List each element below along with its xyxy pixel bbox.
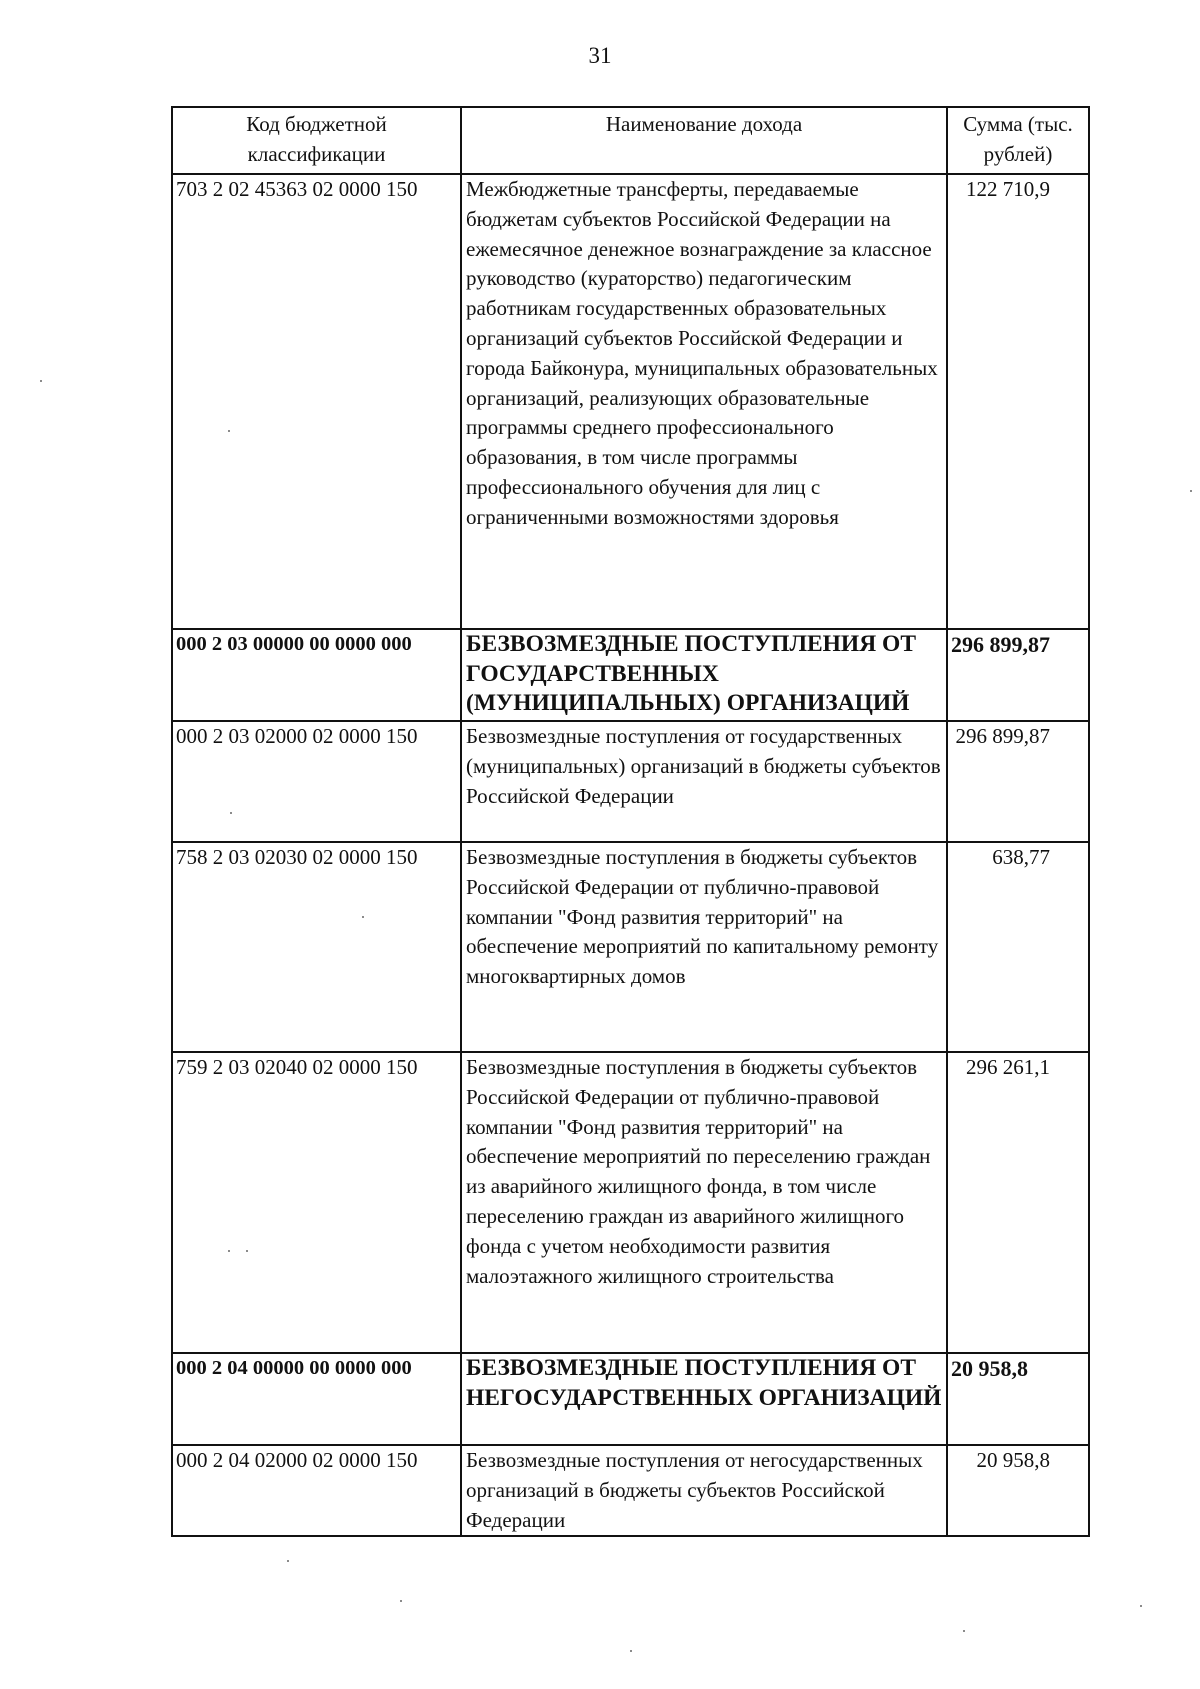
budget-income-table bbox=[171, 106, 1090, 1537]
row-name: Межбюджетные трансферты, передаваемые бюджетам субъектов Российской Федерации на ежемесячное денежное вознаграждение за классное руководство (кураторство) педагогическим работникам государственных образовательных организаций субъектов Российской Федерации и города Байконура, муниципальных образовательных организаций, реализующих образовательные программы среднего профессионального образования, в том числе программы профессионального обучения для лиц с ограниченными возможностями здоровья bbox=[461, 174, 947, 629]
scan-speck bbox=[630, 1650, 632, 1652]
scan-speck bbox=[362, 916, 364, 918]
table-row-total bbox=[172, 629, 1089, 721]
table-row bbox=[172, 174, 1089, 629]
row-name: Безвозмездные поступления от государственных (муниципальных) организаций в бюджеты субъектов Российской Федерации bbox=[461, 721, 947, 842]
row-code: 000 2 03 00000 00 0000 000 bbox=[172, 629, 461, 721]
row-code: 758 2 03 02030 02 0000 150 bbox=[172, 842, 461, 1052]
scan-speck bbox=[400, 1600, 402, 1602]
row-sum: 122 710,9 bbox=[947, 174, 1089, 629]
row-sum: 296 899,87 bbox=[947, 721, 1089, 842]
header-sum: Сумма (тыс. рублей) bbox=[947, 107, 1089, 174]
page-number: 31 bbox=[588, 43, 612, 68]
scan-speck bbox=[228, 430, 230, 432]
row-code: 000 2 03 02000 02 0000 150 bbox=[172, 721, 461, 842]
scan-speck bbox=[228, 1250, 230, 1252]
table-header-row bbox=[172, 107, 1089, 174]
table-row bbox=[172, 1052, 1089, 1353]
row-code: 000 2 04 02000 02 0000 150 bbox=[172, 1445, 461, 1536]
table-row bbox=[172, 842, 1089, 1052]
scan-speck bbox=[963, 1630, 965, 1632]
row-name: Безвозмездные поступления в бюджеты субъектов Российской Федерации от публично-правовой компании "Фонд развития территорий" на обеспечение мероприятий по капитальному ремонту многоквартирных домов bbox=[461, 842, 947, 1052]
row-name: Безвозмездные поступления от негосударственных организаций в бюджеты субъектов Российской Федерации bbox=[461, 1445, 947, 1536]
scan-speck bbox=[40, 380, 42, 382]
row-sum: 296 899,87 bbox=[947, 629, 1089, 721]
table-row bbox=[172, 1445, 1089, 1536]
row-name: БЕЗВОЗМЕЗДНЫЕ ПОСТУПЛЕНИЯ ОТ НЕГОСУДАРСТВЕННЫХ ОРГАНИЗАЦИЙ bbox=[461, 1353, 947, 1445]
scan-speck bbox=[1190, 490, 1192, 492]
row-name: Безвозмездные поступления в бюджеты субъектов Российской Федерации от публично-правовой компании "Фонд развития территорий" на обеспечение мероприятий по переселению граждан из аварийного жилищного фонда, в том числе переселению граждан из аварийного жилищного фонда с учетом необходимости развития малоэтажного жилищного строительства bbox=[461, 1052, 947, 1353]
row-sum: 20 958,8 bbox=[947, 1445, 1089, 1536]
row-sum: 296 261,1 bbox=[947, 1052, 1089, 1353]
row-code: 000 2 04 00000 00 0000 000 bbox=[172, 1353, 461, 1445]
scan-speck bbox=[246, 1250, 248, 1252]
row-sum: 638,77 bbox=[947, 842, 1089, 1052]
row-code: 759 2 03 02040 02 0000 150 bbox=[172, 1052, 461, 1353]
row-code: 703 2 02 45363 02 0000 150 bbox=[172, 174, 461, 629]
header-code: Код бюджетной классификации bbox=[172, 107, 461, 174]
table-row-total bbox=[172, 1353, 1089, 1445]
row-sum: 20 958,8 bbox=[947, 1353, 1089, 1445]
scan-speck bbox=[287, 1560, 289, 1562]
row-name: БЕЗВОЗМЕЗДНЫЕ ПОСТУПЛЕНИЯ ОТ ГОСУДАРСТВЕННЫХ (МУНИЦИПАЛЬНЫХ) ОРГАНИЗАЦИЙ bbox=[461, 629, 947, 721]
table-row bbox=[172, 721, 1089, 842]
scan-speck bbox=[1140, 1605, 1142, 1607]
header-name: Наименование дохода bbox=[461, 107, 947, 174]
scan-speck bbox=[230, 812, 232, 814]
